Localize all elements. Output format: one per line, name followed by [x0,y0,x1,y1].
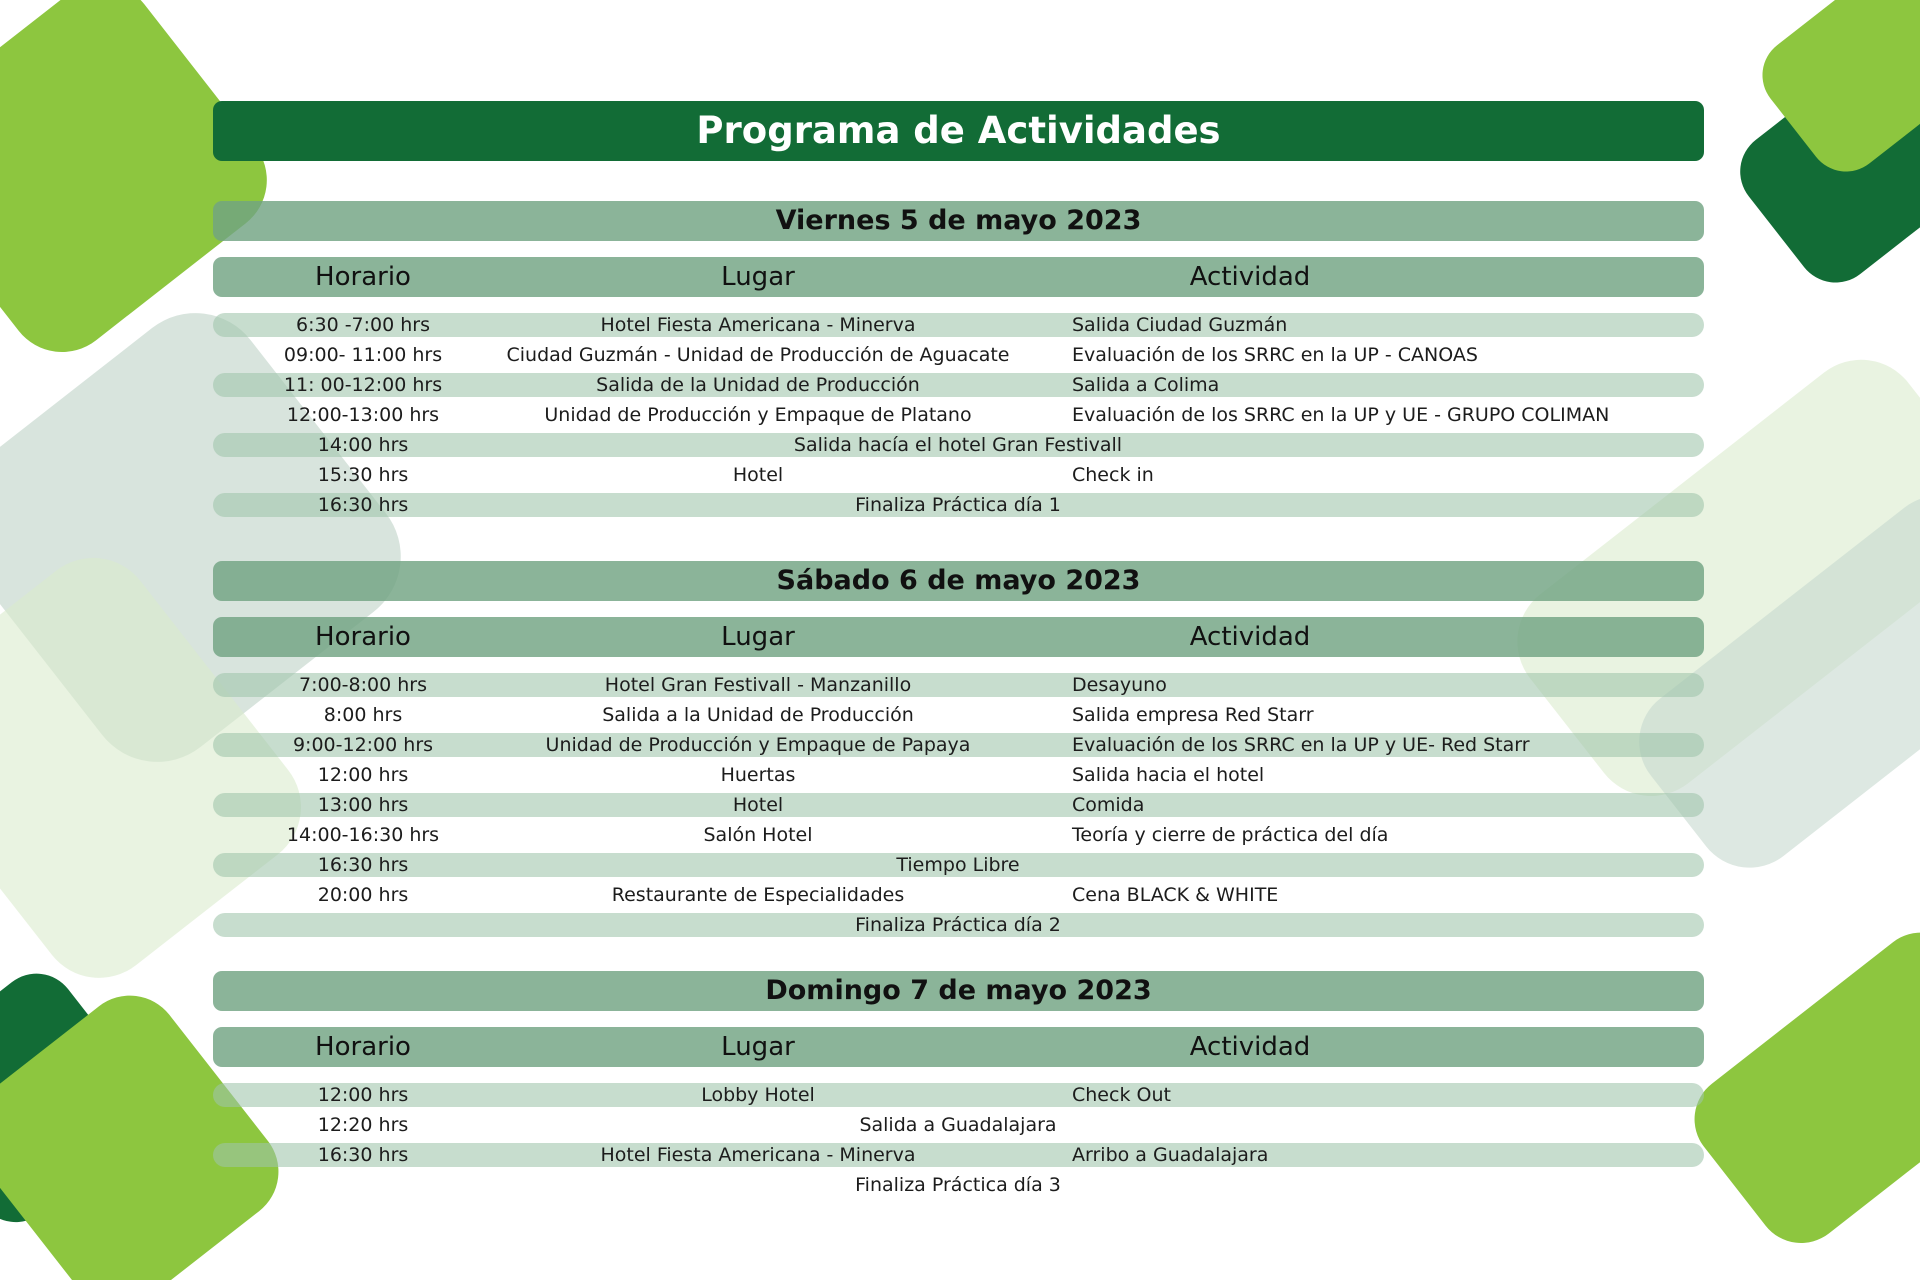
row-actividad: Evaluación de los SRRC en la UP y UE- Red Starr [1072,734,1530,756]
row-lugar: Hotel Gran Festivall - Manzanillo [604,674,912,696]
row-actividad: Cena BLACK & WHITE [1072,884,1279,906]
schedule-row [213,823,1704,847]
row-actividad: Salida a Colima [1072,374,1220,396]
row-merged-activity: Salida hacía el hotel Gran Festivall [793,434,1123,456]
column-header-actividad: Actividad [1189,262,1311,292]
row-lugar: Hotel [732,464,784,486]
row-lugar: Hotel Fiesta Americana - Minerva [600,1144,916,1166]
row-actividad: Salida empresa Red Starr [1072,704,1314,726]
row-horario: 12:00 hrs [317,764,409,786]
row-horario: 9:00-12:00 hrs [292,734,434,756]
schedule-row [213,313,1704,337]
row-actividad: Teoría y cierre de práctica del día [1072,824,1389,846]
row-merged-activity: Finaliza Práctica día 2 [855,914,1061,936]
row-actividad: Check in [1072,464,1154,486]
row-merged-activity: Finaliza Práctica día 1 [855,494,1061,516]
row-actividad: Comida [1072,794,1145,816]
row-actividad: Salida Ciudad Guzmán [1072,314,1288,336]
row-horario: 12:20 hrs [317,1114,409,1136]
schedule-row [213,433,1704,457]
column-header-lugar: Lugar [721,1032,795,1062]
row-lugar: Restaurante de Especialidades [611,884,905,906]
schedule-row [213,343,1704,367]
row-actividad: Evaluación de los SRRC en la UP y UE - GRUPO COLIMAN [1072,404,1610,426]
column-header-row [213,257,1704,297]
row-lugar: Ciudad Guzmán - Unidad de Producción de Aguacate [506,344,1010,366]
schedule-row [213,1083,1704,1107]
row-horario: 6:30 -7:00 hrs [295,314,431,336]
column-header-row [213,1027,1704,1067]
row-horario: 13:00 hrs [317,794,409,816]
row-horario: 14:00 hrs [317,434,409,456]
row-horario: 12:00-13:00 hrs [286,404,440,426]
row-horario: 15:30 hrs [317,464,409,486]
row-horario: 12:00 hrs [317,1084,409,1106]
row-horario: 16:30 hrs [317,1144,409,1166]
column-header-horario: Horario [315,1032,411,1062]
schedule-row [213,853,1704,877]
row-horario: 16:30 hrs [317,494,409,516]
row-horario: 11: 00-12:00 hrs [283,374,443,396]
day-heading: Viernes 5 de mayo 2023 [213,201,1704,241]
day-heading: Sábado 6 de mayo 2023 [213,561,1704,601]
column-header-row [213,617,1704,657]
schedule-row [213,1173,1704,1197]
page-title: Programa de Actividades [213,101,1704,161]
schedule-row [213,673,1704,697]
column-header-lugar: Lugar [721,622,795,652]
schedule-row [213,913,1704,937]
row-actividad: Arribo a Guadalajara [1072,1144,1269,1166]
column-header-horario: Horario [315,622,411,652]
schedule-row [213,763,1704,787]
row-lugar: Salón Hotel [703,824,813,846]
column-header-lugar: Lugar [721,262,795,292]
row-lugar: Huertas [720,764,796,786]
row-horario: 8:00 hrs [323,704,403,726]
schedule-row [213,1113,1704,1137]
schedule-row [213,883,1704,907]
column-header-actividad: Actividad [1189,622,1311,652]
row-lugar: Unidad de Producción y Empaque de Papaya [545,734,971,756]
row-actividad: Desayuno [1072,674,1167,696]
schedule-row [213,1143,1704,1167]
schedule-row [213,463,1704,487]
row-horario: 09:00- 11:00 hrs [283,344,443,366]
schedule-row [213,493,1704,517]
row-lugar: Hotel Fiesta Americana - Minerva [600,314,916,336]
day-heading: Domingo 7 de mayo 2023 [213,971,1704,1011]
schedule-row [213,373,1704,397]
row-actividad: Evaluación de los SRRC en la UP - CANOAS [1072,344,1478,366]
schedule-row [213,703,1704,727]
row-lugar: Salida de la Unidad de Producción [596,374,920,396]
row-horario: 14:00-16:30 hrs [286,824,440,846]
row-horario: 20:00 hrs [317,884,409,906]
row-actividad: Salida hacia el hotel [1072,764,1265,786]
row-merged-activity: Tiempo Libre [896,854,1020,876]
row-horario: 16:30 hrs [317,854,409,876]
schedule-row [213,733,1704,757]
row-lugar: Hotel [732,794,784,816]
column-header-actividad: Actividad [1189,1032,1311,1062]
row-lugar: Salida a la Unidad de Producción [602,704,914,726]
row-horario: 7:00-8:00 hrs [299,674,427,696]
row-merged-activity: Salida a Guadalajara [859,1114,1057,1136]
row-lugar: Lobby Hotel [701,1084,815,1106]
row-merged-activity: Finaliza Práctica día 3 [855,1174,1061,1196]
schedule-row [213,793,1704,817]
column-header-horario: Horario [315,262,411,292]
row-lugar: Unidad de Producción y Empaque de Platano [544,404,972,426]
schedule-row [213,403,1704,427]
row-actividad: Check Out [1072,1084,1171,1106]
